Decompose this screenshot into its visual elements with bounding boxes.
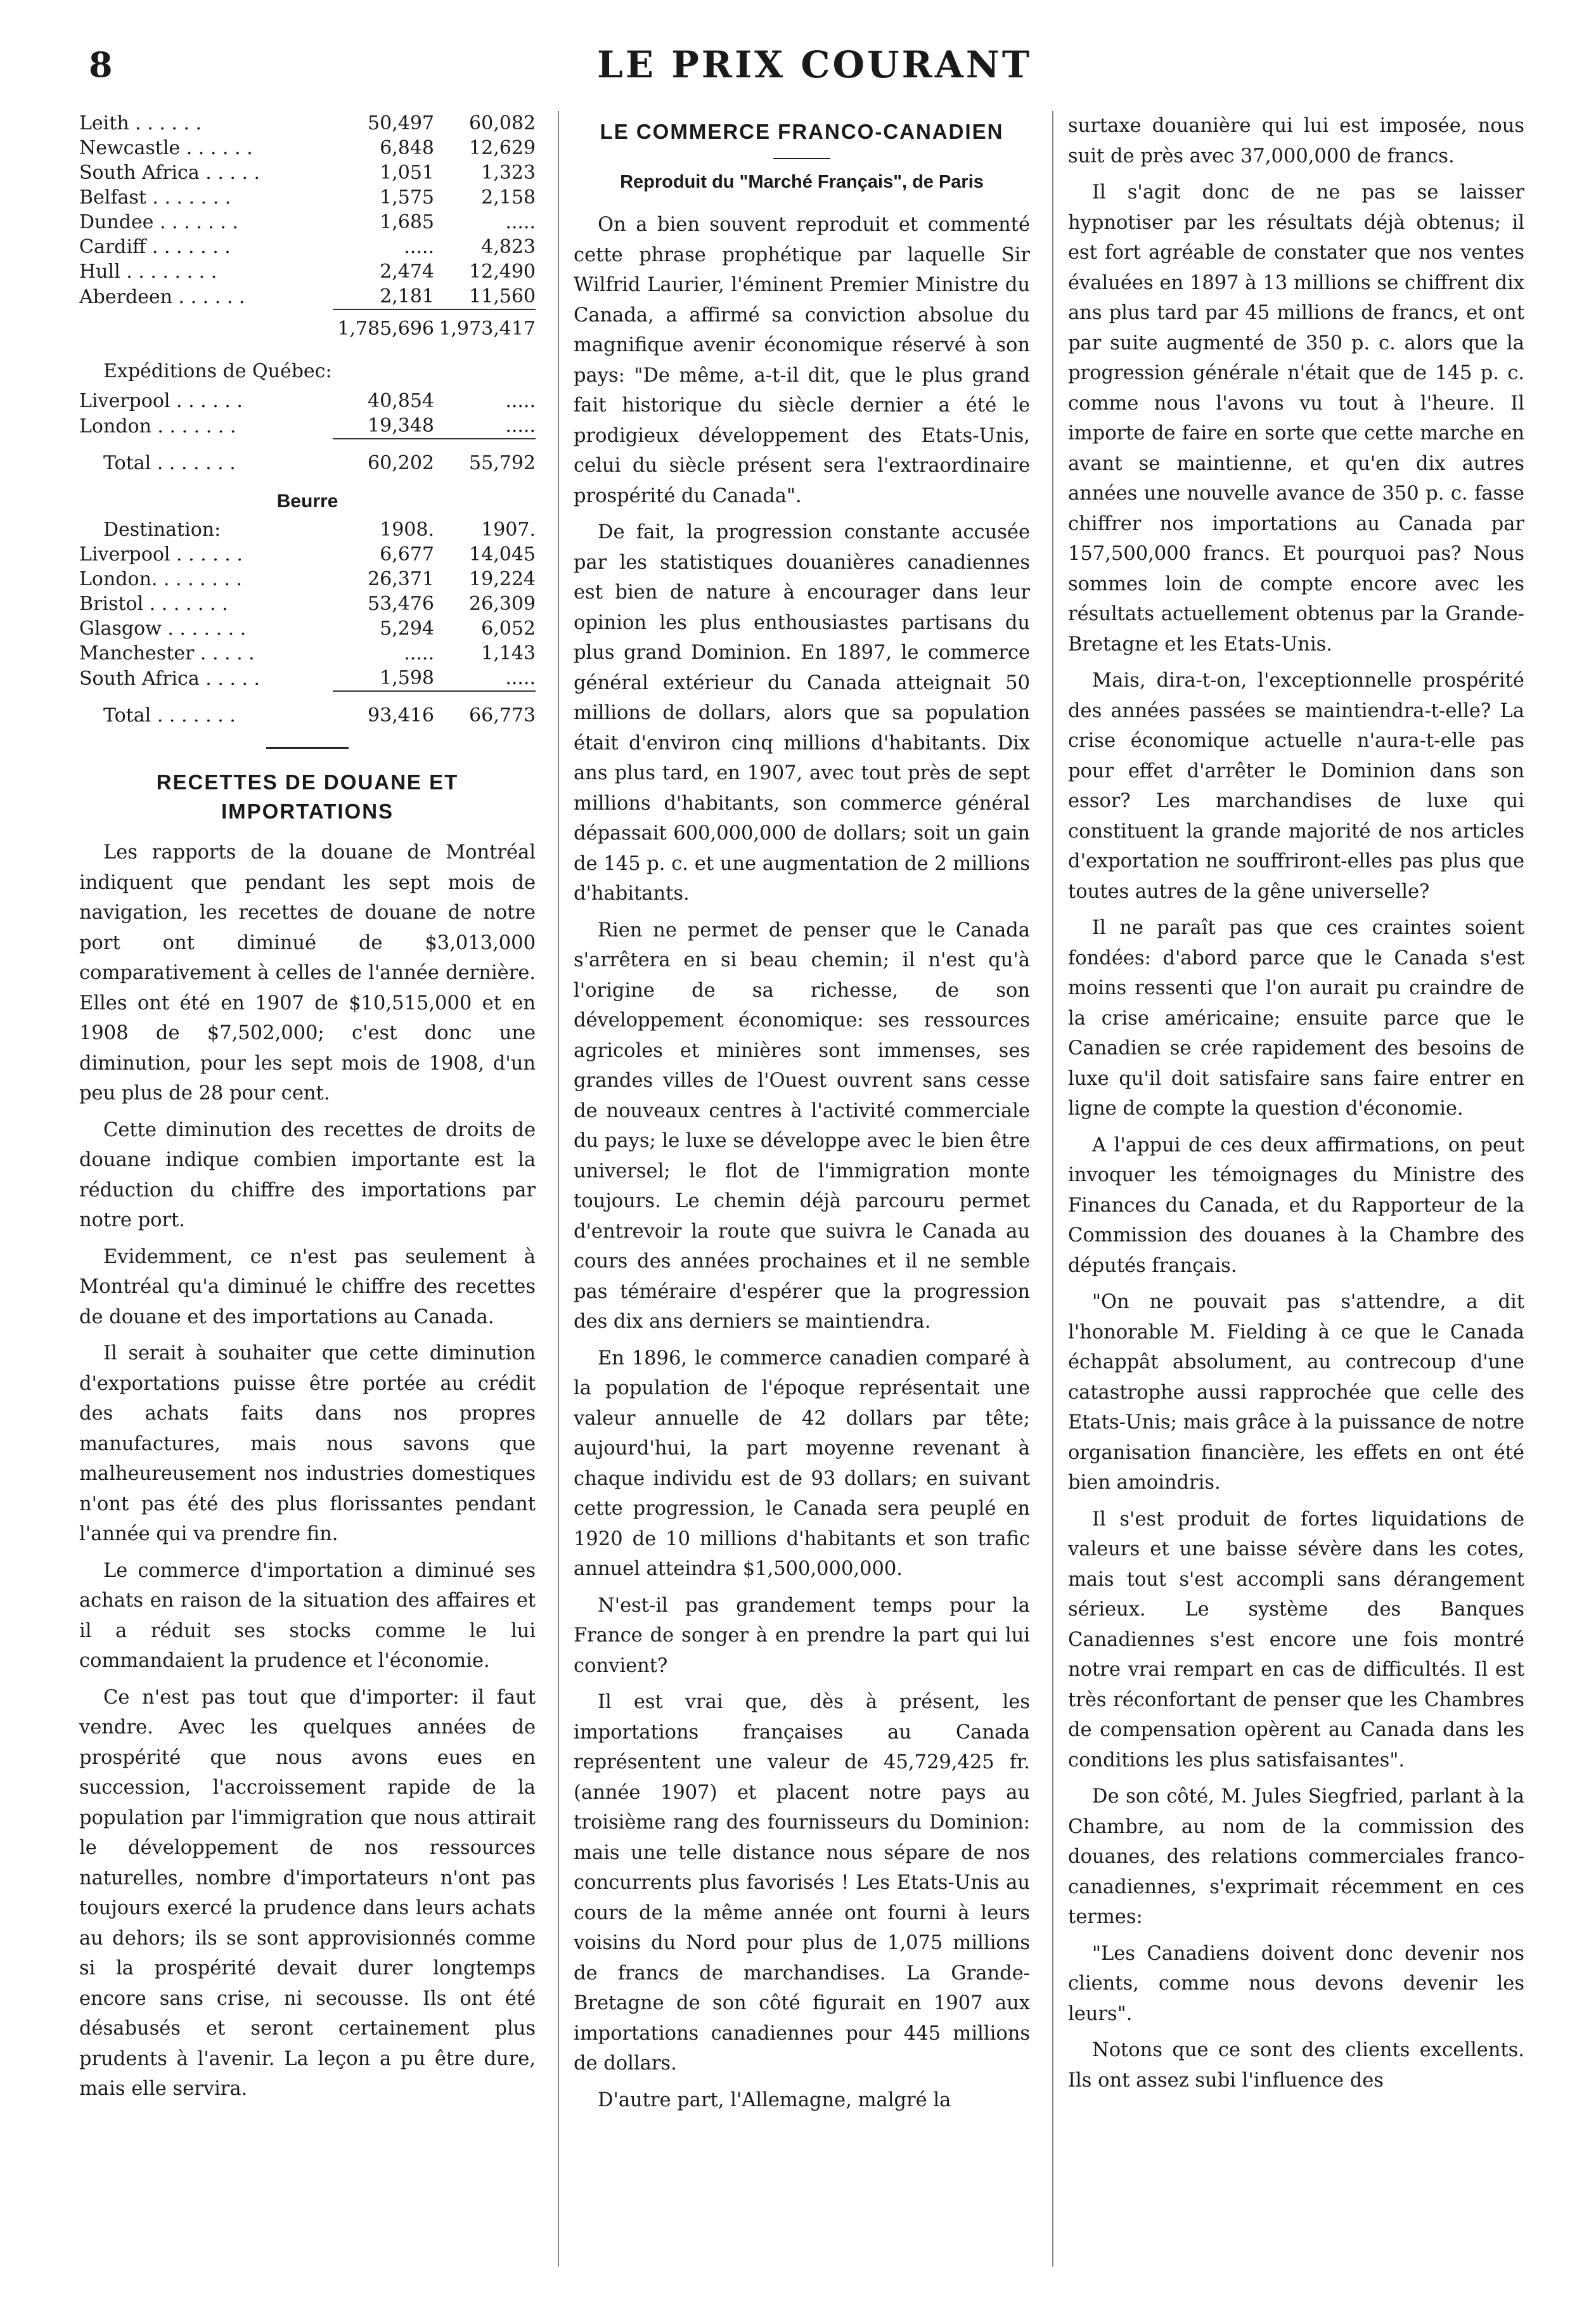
total-1908: 60,202 [333,439,434,476]
value-1907: 2,158 [481,186,536,209]
paragraph: Il est vrai que, dès à présent, les importations françaises au Canada représentent une valeur de 45,729,425 fr. (année 1907) et placent notre pays au troisième rang des fournisseurs du Dominion: mais une telle distance nous sépare de nos concurrents plus favorisés ! Les Etats-Unis au cours de la même année ont fourni à leurs voisins du Nord pour plus de 1,075 millions de francs de marchandises. La Grande-Bretagne de son côté figurait en 1907 aux importations canadiennes pour 445 millions de dollars. [574,1691,1030,2075]
paragraph: Cette diminution des recettes de droits de douane indique combien importante est la réduction du chiffre des importations par notre port. [79,1118,536,1231]
destination-label: Destination: [103,519,221,541]
value-1908: 2,474 [380,261,434,283]
franco-article-title: LE COMMERCE FRANCO-CANADIEN [600,120,1004,143]
franco-article-subtitle: Reproduit du "Marché Français", de Paris [620,172,984,192]
paragraph: Il s'agit donc de ne pas se laisser hypnotiser par les résultats déjà obtenus; il est fort agréable de constater que nos ventes évaluées en 1897 à 13 millions se chiffrent dix ans plus tard par 45 millions de francs, et ont par suite augmenté de 350 p. c. alors que la progression générale n'était que de 145 p. c. comme nous l'avons vu tout à l'heure. Il importe de faire en sorte que cette marche en avant se maintienne, et qu'en dix autres années une nouvelle avance de 350 p. c. fasse chiffrer nos importations au Canada par 157,500,000 francs. Et pourquoi pas? Nous sommes loin de compte encore avec les résultats actuellement obtenus par la Grande-Bretagne et les Etats-Unis. [1068,181,1524,656]
paragraph: Les rapports de la douane de Montréal indiquent que pendant les sept mois de navigation, les recettes de douane de notre port ont diminué de $3,013,000 comparativement à celles de l'année dernière. Elles ont été en 1907 de $10,515,000 et en 1908 de $7,502,000; c'est donc une diminution, pour les sept mois de 1908, d'un peu plus de 28 pour cent. [79,841,536,1104]
total-label: Total . . . . . . . [103,704,236,727]
value-1907: 11,560 [469,285,536,308]
page-number: 8 [89,44,113,85]
paragraph: Il ne paraît pas que ces craintes soient fondées: d'abord parce que le Canada s'est moins ressenti que l'on aurait pu craindre de la crise américaine; ensuite parce que le Canadien se crée rapidement des besoins de luxe qu'il doit satisfaire sans faire entrer en ligne de compte la question d'économie. [1068,917,1524,1120]
value-1907: 12,490 [469,261,536,283]
value-1907: ..... [505,667,536,689]
value-1907: ..... [505,415,536,437]
butter-title: Beurre [276,491,338,512]
table-row [79,136,536,160]
port-name: Liverpool . . . . . . [79,390,243,412]
value-1907: 12,629 [469,137,536,159]
value-1907: 6,052 [481,618,536,640]
port-name: Newcastle . . . . . . [79,137,253,159]
port-name: South Africa . . . . . [79,162,261,184]
butter-header-row [79,517,536,542]
table-row [79,160,536,185]
value-1908: 6,677 [380,543,434,566]
column-2 [574,111,1030,2279]
port-name: Glasgow . . . . . . . [79,618,247,640]
port-name: Manchester . . . . . [79,642,255,664]
value-1907: ..... [505,211,536,233]
paragraph: On a bien souvent reproduit et commenté cette phrase prophétique par laquelle Sir Wilfrid Laurier, l'éminent Premier Ministre du Canada, a affirmé sa conviction absolue du magnifique avenir économique réservé à son pays: "De même, a-t-il dit, que le plus grand fait historique du siècle dernier a été le prodigieux développement des Etats-Unis, celui du siècle présent sera l'extraordinaire prospérité du Canada". [574,214,1030,507]
column-3 [1068,111,1524,2279]
table-row [79,210,536,235]
paragraph: surtaxe douanière qui lui est imposée, nous suit de près avec 37,000,000 de francs. [1068,115,1524,167]
year-1907: 1907. [481,519,536,541]
sum-1907: 1,973,417 [434,309,536,341]
value-1907: 1,323 [481,162,536,184]
port-name: London. . . . . . . . [79,568,242,590]
value-1907: 60,082 [469,112,536,134]
butter-table [79,517,536,728]
value-1908: 1,575 [380,186,434,209]
value-1908: 50,497 [368,112,434,134]
value-1908: 19,348 [368,415,434,437]
year-1908: 1908. [380,519,434,541]
port-name: Dundee . . . . . . . [79,211,238,233]
page-header [89,38,1540,89]
customs-article-body [79,838,536,2104]
value-1908: 1,598 [380,667,434,689]
paragraph: Rien ne permet de penser que le Canada s'arrêtera en si beau chemin; il n'est qu'à l'origine de sa richesse, de son développement économique: ses ressources agricoles et minières sont immenses, ses grandes villes de l'Ouest ouvrent sans cesse de nouveaux centres à l'activité commerciale du pays; le luxe se développe avec le bien être universel; le flot de l'immigration monte toujours. Le chemin déjà parcouru permet d'entrevoir la route que suivra le Canada au cours des années prochaines et il ne semble pas téméraire d'espérer que la progression des dix ans derniers se maintiendra. [574,919,1030,1333]
table-row [79,567,536,592]
value-1908: 1,051 [380,162,434,184]
table-row [79,284,536,309]
paragraph: Evidemment, ce n'est pas seulement à Montréal qu'a diminué le chiffre des recettes de douane et des importations au Canada. [79,1245,536,1328]
customs-article-title: RECETTES DE DOUANE ET IMPORTATIONS [156,770,459,823]
value-1908: ..... [404,642,434,664]
table-row [79,259,536,284]
value-1907: 26,309 [469,593,536,615]
table-row [79,389,536,413]
paragraph: De son côté, M. Jules Siegfried, parlant à la Chambre, au nom de la commission des douanes, des relations commerciales franco-canadiennes, s'exprimait récemment en ces termes: [1068,1785,1524,1928]
journal-title: LE PRIX COURANT [597,43,1032,86]
value-1908: 6,848 [380,137,434,159]
value-1908: 53,476 [368,593,434,615]
franco-article-body [574,210,1030,2115]
paragraph: Il s'est produit de fortes liquidations de valeurs et une baisse sévère dans les cotes, mais tout s'est accompli sans dérangement sérieux. Le système des Banques Canadiennes s'est encore une fois montré notre vrai rempart en cas de difficultés. Il est très réconfortant de penser que les Chambres de compensation opèrent au Canada dans les conditions les plus satisfaisantes". [1068,1508,1524,1771]
total-1908: 93,416 [333,691,434,728]
table-row [79,111,536,136]
table-row [79,592,536,616]
total-label: Total . . . . . . . [103,451,236,474]
paragraph: De fait, la progression constante accusée par les statistiques douanières canadiennes est bien de nature à encourager dans leur opinion les plus enthousiastes partisans du plus grand Dominion. En 1897, le commerce général extérieur du Canada atteignait 50 millions de dollars, alors que sa population était d'environ cinq millions d'habitants. Dix ans plus tard, en 1907, avec tout près de sept millions d'habitants, son commerce général dépassait 600,000,000 de dollars; soit un gain de 145 p. c. et une augmentation de 2 millions d'habitants. [574,521,1030,905]
value-1908: 1,685 [380,211,434,233]
paragraph: D'autre part, l'Allemagne, malgré la [598,2088,951,2111]
quebec-heading: Expéditions de Québec: [103,360,332,382]
value-1908: ..... [404,236,434,258]
total-1907: 66,773 [434,691,536,728]
table-row [79,235,536,259]
section-divider [266,747,349,749]
cheese-table [79,111,536,341]
paragraph: Il serait à souhaiter que cette diminution d'exportations puisse être portée au crédit des achats faits dans nos propres manufactures, mais nous savons que malheureusement nos industries domestiques n'ont pas été des plus florissantes pendant l'année qui va prendre fin. [79,1342,536,1545]
value-1908: 40,854 [368,390,434,412]
total-1907: 55,792 [434,439,536,476]
table-row [79,542,536,567]
paragraph: Ce n'est pas tout que d'importer: il faut vendre. Avec les quelques années de prospérité que nous avons eues en succession, l'accroissement rapide de la population par l'immigration que nous attirait le développement de nos ressources naturelles, nombre d'importateurs n'ont pas toujours exercé la prudence dans leurs achats au dehors; ils se sont approvisionnés comme si la prospérité devait durer longtemps encore sans crise, ni secousse. Ils ont été désabusés et seront certainement plus prudents à l'avenir. La leçon a pu être dure, mais elle servira. [79,1686,536,2100]
port-name: Hull . . . . . . . . [79,261,217,283]
port-name: Belfast . . . . . . . [79,186,231,209]
value-1908: 5,294 [380,618,434,640]
column-rule [558,111,559,2267]
value-1907: 1,143 [481,642,536,664]
port-name: Cardiff . . . . . . . [79,236,231,258]
butter-total-row [79,691,536,728]
cheese-sum-row [79,309,536,341]
quebec-table [79,389,536,476]
value-1908: 26,371 [368,568,434,590]
paragraph: Mais, dira-t-on, l'exceptionnelle prospérité des années passées se maintiendra-t-elle? La crise économique actuelle n'aura-t-elle pas pour effet d'arrêter le Dominion dans son essor? Les marchandises de luxe qui constituent la grande majorité de nos articles d'exportation ne souffriront-elles pas plus que toutes autres de la gêne universelle? [1068,670,1524,903]
franco-article-continuation [1068,111,1524,2095]
port-name: South Africa . . . . . [79,667,261,690]
paragraph: Le commerce d'importation a diminué ses achats en raison de la situation des affaires et il a réduit ses stocks comme le lui commandaient la prudence et l'économie. [79,1559,536,1672]
port-name: Leith . . . . . . [79,112,202,134]
table-row [79,666,536,691]
table-row [79,641,536,666]
paragraph: N'est-il pas grandement temps pour la France de songer à en prendre la part qui lui convient? [574,1594,1030,1677]
column-rule [1052,111,1053,2267]
port-name: Liverpool . . . . . . [79,543,243,566]
paragraph: A l'appui de ces deux affirmations, on peut invoquer les témoignages du Ministre des Finances du Canada, et du Rapporteur de la Commission des douanes à la Chambre des députés français. [1068,1134,1524,1277]
sum-1908: 1,785,696 [333,309,434,341]
value-1907: 4,823 [481,236,536,258]
title-rule [773,158,830,159]
table-row [79,413,536,439]
value-1907: 14,045 [469,543,536,566]
paragraph: En 1896, le commerce canadien comparé à la population de l'époque représentait une valeur annuelle de 42 dollars par tête; aujourd'hui, la part moyenne revenant à chaque individu est de 93 dollars; en suivant cette progression, le Canada sera peuplé en 1920 de 10 millions d'habitants et son trafic annuel atteindra $1,500,000,000. [574,1347,1030,1580]
port-name: Bristol . . . . . . . [79,593,228,615]
table-row [79,185,536,210]
value-1907: ..... [505,390,536,412]
column-1 [79,111,536,2279]
paragraph: Notons que ce sont des clients excellents. Ils ont assez subi l'influence des [1068,2039,1524,2092]
value-1907: 19,224 [469,568,536,590]
value-1908: 2,181 [380,285,434,308]
port-name: Aberdeen . . . . . . [79,285,245,308]
paragraph: "On ne pouvait pas s'attendre, a dit l'honorable M. Fielding à ce que le Canada échappât absolument, au contrecoup d'une catastrophe aussi rapprochée que celle des Etats-Unis; mais grâce à la puissance de notre organisation financière, les effets en ont été bien amoindris. [1068,1291,1524,1494]
quebec-total-row [79,439,536,476]
paragraph: "Les Canadiens doivent donc devenir nos clients, comme nous devons devenir les leurs". [1068,1942,1524,2025]
table-row [79,616,536,641]
port-name: London . . . . . . . [79,415,236,437]
